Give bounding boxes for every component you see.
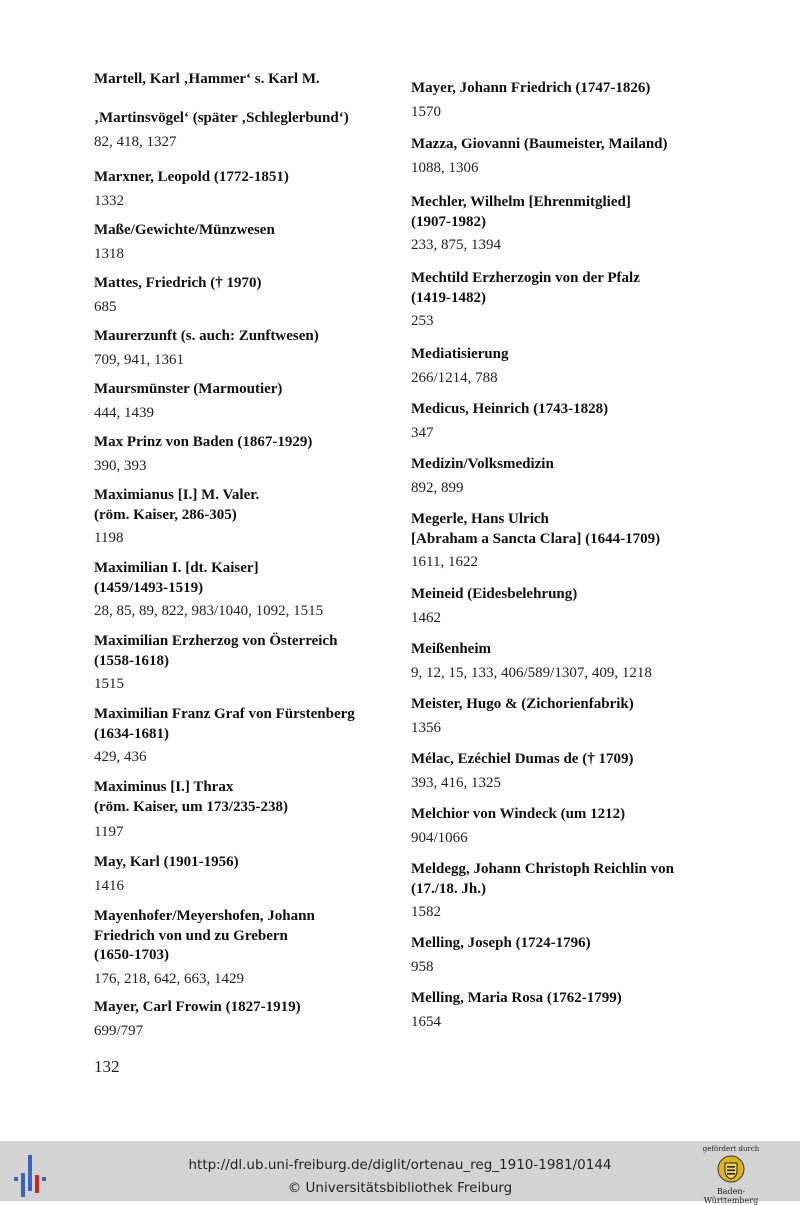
- index-column-left: [94, 70, 394, 1041]
- document-url[interactable]: http://dl.ub.uni-freiburg.de/diglit/ortenau_reg_1910-1981/0144: [188, 1157, 612, 1173]
- entry-pages: 393, 416, 1325: [411, 774, 501, 791]
- index-entry: [94, 486, 394, 559]
- entry-heading: May, Karl (1901-1956): [94, 854, 239, 870]
- entry-heading: Maximilian Erzherzog von Österreich: [94, 633, 338, 649]
- entry-heading: Mechtild Erzherzogin von der Pfalz: [411, 270, 640, 286]
- entry-pages: 1462: [411, 609, 441, 626]
- entry-heading: Mayenhofer/Meyershofen, Johann: [94, 908, 315, 924]
- sponsor-logo: [692, 1145, 770, 1205]
- entry-heading: Mélac, Ezéchiel Dumas de († 1709): [411, 751, 634, 767]
- index-entry: [411, 860, 711, 934]
- entry-pages: 82, 418, 1327: [94, 133, 177, 150]
- entry-heading: Martell, Karl ‚Hammer‘ s. Karl M.: [94, 71, 320, 87]
- entry-pages: 444, 1439: [94, 404, 154, 421]
- entry-pages: 233, 875, 1394: [411, 237, 501, 253]
- entry-pages: 904/1066: [411, 829, 468, 846]
- entry-heading: Mazza, Giovanni (Baumeister, Mailand): [411, 136, 668, 152]
- entry-heading: Meißenheim: [411, 641, 491, 657]
- entry-heading: (1419-1482): [411, 289, 486, 306]
- copyright-text: © Universitätsbibliothek Freiburg: [287, 1180, 513, 1196]
- entry-heading: Mayer, Johann Friedrich (1747-1826): [411, 80, 651, 96]
- entry-heading: Marxner, Leopold (1772-1851): [94, 169, 289, 185]
- index-entry: [94, 559, 394, 632]
- entry-pages: 347: [411, 424, 434, 441]
- index-entry: [411, 400, 711, 455]
- entry-pages: 1318: [94, 245, 124, 262]
- index-column-right: [411, 79, 711, 1032]
- entry-heading: (1558-1618): [94, 652, 169, 669]
- entry-pages: 685: [94, 298, 117, 315]
- index-entry: [94, 853, 394, 907]
- entry-pages: 1088, 1306: [411, 159, 479, 176]
- entry-heading: Maximilian I. [dt. Kaiser]: [94, 560, 259, 576]
- index-entry: [94, 274, 394, 327]
- entry-heading: [Abraham a Sancta Clara] (1644-1709): [411, 530, 661, 547]
- entry-heading: (1907-1982): [411, 213, 486, 230]
- entry-pages: 1332: [94, 192, 124, 209]
- entry-pages: 176, 218, 642, 663, 1429: [94, 970, 244, 987]
- entry-heading: (1459/1493-1519): [94, 579, 204, 596]
- entry-pages: 1515: [94, 676, 124, 692]
- entry-pages: 1582: [411, 904, 441, 920]
- entry-heading: Medizin/Volksmedizin: [411, 456, 554, 472]
- entry-heading: Mattes, Friedrich († 1970): [94, 275, 262, 291]
- entry-heading: Mayer, Carl Frowin (1827-1919): [94, 999, 301, 1015]
- entry-heading: Megerle, Hans Ulrich: [411, 511, 549, 527]
- entry-heading: Maurerzunft (s. auch: Zunftwesen): [94, 328, 319, 344]
- entry-heading: (röm. Kaiser, um 173/235-238): [94, 798, 289, 815]
- index-entry: [411, 455, 711, 510]
- entry-pages: 9, 12, 15, 133, 406/589/1307, 409, 1218: [411, 664, 652, 681]
- entry-heading: (röm. Kaiser, 286-305): [94, 506, 237, 523]
- entry-heading: Melchior von Windeck (um 1212): [411, 806, 626, 822]
- index-entry: [94, 109, 394, 168]
- entry-heading: Maximilian Franz Graf von Fürstenberg: [94, 706, 355, 722]
- entry-heading: Maximinus [I.] Thrax: [94, 779, 234, 795]
- entry-pages: 1611, 1622: [411, 554, 478, 570]
- entry-heading: Friedrich von und zu Grebern: [94, 927, 288, 944]
- index-entry: [94, 705, 394, 778]
- entry-heading: Max Prinz von Baden (1867-1929): [94, 434, 313, 450]
- sponsor-name: Baden-Württemberg: [703, 1187, 759, 1205]
- index-entry: [411, 640, 711, 695]
- index-entry: [94, 778, 394, 853]
- index-entry: [411, 79, 711, 135]
- entry-heading: Melling, Joseph (1724-1796): [411, 935, 591, 951]
- entry-heading: Meineid (Eidesbelehrung): [411, 586, 578, 602]
- coat-of-arms-icon: [717, 1155, 745, 1183]
- index-entry: [94, 221, 394, 274]
- entry-heading: Maximianus [I.] M. Valer.: [94, 487, 260, 503]
- page-number: 132: [94, 1057, 120, 1076]
- entry-pages: 709, 941, 1361: [94, 351, 184, 368]
- entry-heading: Maursmünster (Marmoutier): [94, 381, 283, 397]
- entry-pages: 699/797: [94, 1022, 144, 1039]
- entry-pages: 1654: [411, 1013, 441, 1030]
- entry-heading: Mediatisierung: [411, 346, 509, 362]
- entry-pages: 253: [411, 313, 434, 329]
- index-entry: [411, 585, 711, 640]
- entry-heading: Mechler, Wilhelm [Ehrenmitglied]: [411, 194, 631, 210]
- index-entry: [411, 193, 711, 269]
- entry-heading: (17./18. Jh.): [411, 880, 486, 897]
- index-entry: [411, 805, 711, 860]
- entry-heading: Meister, Hugo & (Zichorienfabrik): [411, 696, 634, 712]
- index-entry: [411, 989, 711, 1032]
- entry-pages: 892, 899: [411, 479, 464, 496]
- index-entry: [94, 907, 394, 998]
- entry-heading: Melling, Maria Rosa (1762-1799): [411, 990, 622, 1006]
- entry-pages: 1198: [94, 530, 124, 546]
- entry-pages: 1356: [411, 719, 441, 736]
- entry-pages: 1197: [94, 824, 124, 840]
- entry-pages: 429, 436: [94, 749, 147, 765]
- index-entry: [411, 695, 711, 750]
- footer-bar: [0, 1141, 800, 1205]
- entry-heading: Medicus, Heinrich (1743-1828): [411, 401, 609, 417]
- entry-pages: 1570: [411, 103, 441, 120]
- index-entry: [94, 632, 394, 705]
- entry-heading: ‚Martinsvögel‘ (später ‚Schleglerbund‘): [94, 110, 349, 126]
- sponsor-label: gefördert durch: [702, 1145, 760, 1153]
- entry-heading: (1634-1681): [94, 725, 169, 742]
- index-entry: [411, 510, 711, 585]
- index-entry: [94, 70, 394, 94]
- index-entry: [94, 380, 394, 433]
- entry-pages: 28, 85, 89, 822, 983/1040, 1092, 1515: [94, 603, 324, 619]
- index-entry: [94, 433, 394, 486]
- index-entry: [411, 135, 711, 193]
- entry-heading: Meldegg, Johann Christoph Reichlin von: [411, 861, 674, 877]
- entry-heading: (1650-1703): [94, 947, 169, 963]
- index-entry: [94, 998, 394, 1041]
- entry-pages: 266/1214, 788: [411, 369, 498, 386]
- entry-pages: 958: [411, 958, 434, 975]
- entry-heading: Maße/Gewichte/Münzwesen: [94, 222, 275, 238]
- entry-pages: 1416: [94, 877, 124, 894]
- index-entry: [411, 750, 711, 805]
- index-entry: [411, 345, 711, 400]
- index-entry: [411, 269, 711, 345]
- index-entry: [411, 934, 711, 989]
- entry-pages: 390, 393: [94, 457, 147, 474]
- index-entry: [94, 327, 394, 380]
- index-entry: [94, 168, 394, 221]
